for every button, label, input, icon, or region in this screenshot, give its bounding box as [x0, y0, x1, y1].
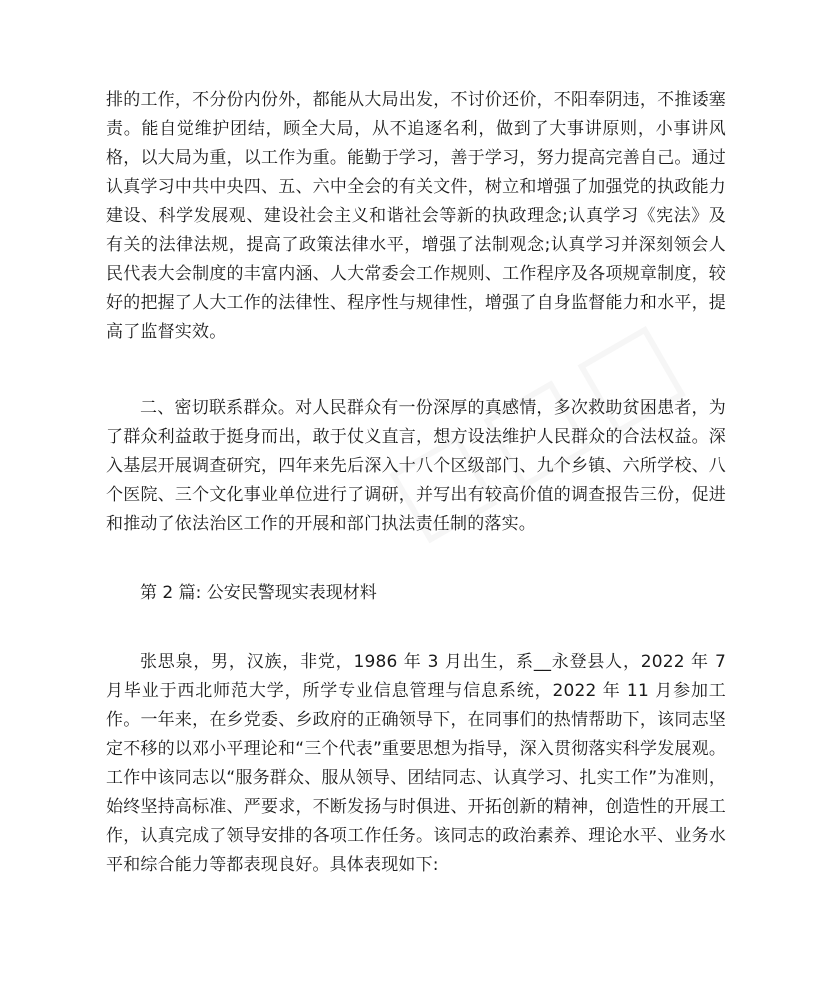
document-body	[106, 86, 726, 880]
paragraph-spacer	[106, 347, 726, 394]
paragraph-section-two: 二、密切联系群众。对人民群众有一份深厚的真感情，多次救助贫困患者，为了群众利益敢于挺身而出，敢于仗义直言，想方设法维护人民群众的合法权益。深入基层开展调查研究，四年来先后深入十八个区级部门、九个乡镇、六所学校、八个医院、三个文化事业单位进行了调研，并写出有较高价值的调查报告三份，促进和推动了依法治区工作的开展和部门执法责任制的落实。	[106, 398, 726, 534]
paragraph-continuation: 排的工作，不分份内份外，都能从大局出发，不讨价还价，不阳奉阴违，不推诿塞责。能自觉维护团结，顾全大局，从不追逐名利，做到了大事讲原则，小事讲风格，以大局为重，以工作为重。能勤于学习，善于学习，努力提高完善自己。通过认真学习中共中央四、五、六中全会的有关文件，树立和增强了加强党的执政能力建设、科学发展观、建设社会主义和谐社会等新的执政理念;认真学习《宪法》及有关的法律法规，提高了政策法律水平，增强了法制观念;认真学习并深刻领会人民代表大会制度的丰富内涵、人大常委会工作规则、工作程序及各项规章制度，较好的把握了人大工作的法律性、程序性与规律性，增强了自身监督能力和水平，提高了监督实效。	[106, 90, 726, 342]
article-heading: 第 2 篇: 公安民警现实表现材料	[140, 583, 377, 603]
paragraph-profile: 张思泉，男，汉族，非党，1986 年 3 月出生，系__永登县人，2022 年 7 月毕业于西北师范大学，所学专业信息管理与信息系统，2022 年 11 月参加工作。一年来，在乡党委、乡政府的正确领导下，在同事们的热情帮助下，该同志坚定不移的以邓小平理论和“三个代表”重要思想为指导，深入贯彻落实科学发展观。工作中该同志以“服务群众、服从领导、团结同志、认真学习、扎实工作”为准则，始终坚持高标准、严要求，不断发扬与时俱进、开拓创新的精神，创造性的开展工作，认真完成了领导安排的各项工作任务。该同志的政治素养、理论水平、业务水平和综合能力等都表现良好。具体表现如下:	[106, 652, 727, 875]
paragraph-spacer	[106, 539, 726, 579]
paragraph-spacer	[106, 608, 726, 648]
